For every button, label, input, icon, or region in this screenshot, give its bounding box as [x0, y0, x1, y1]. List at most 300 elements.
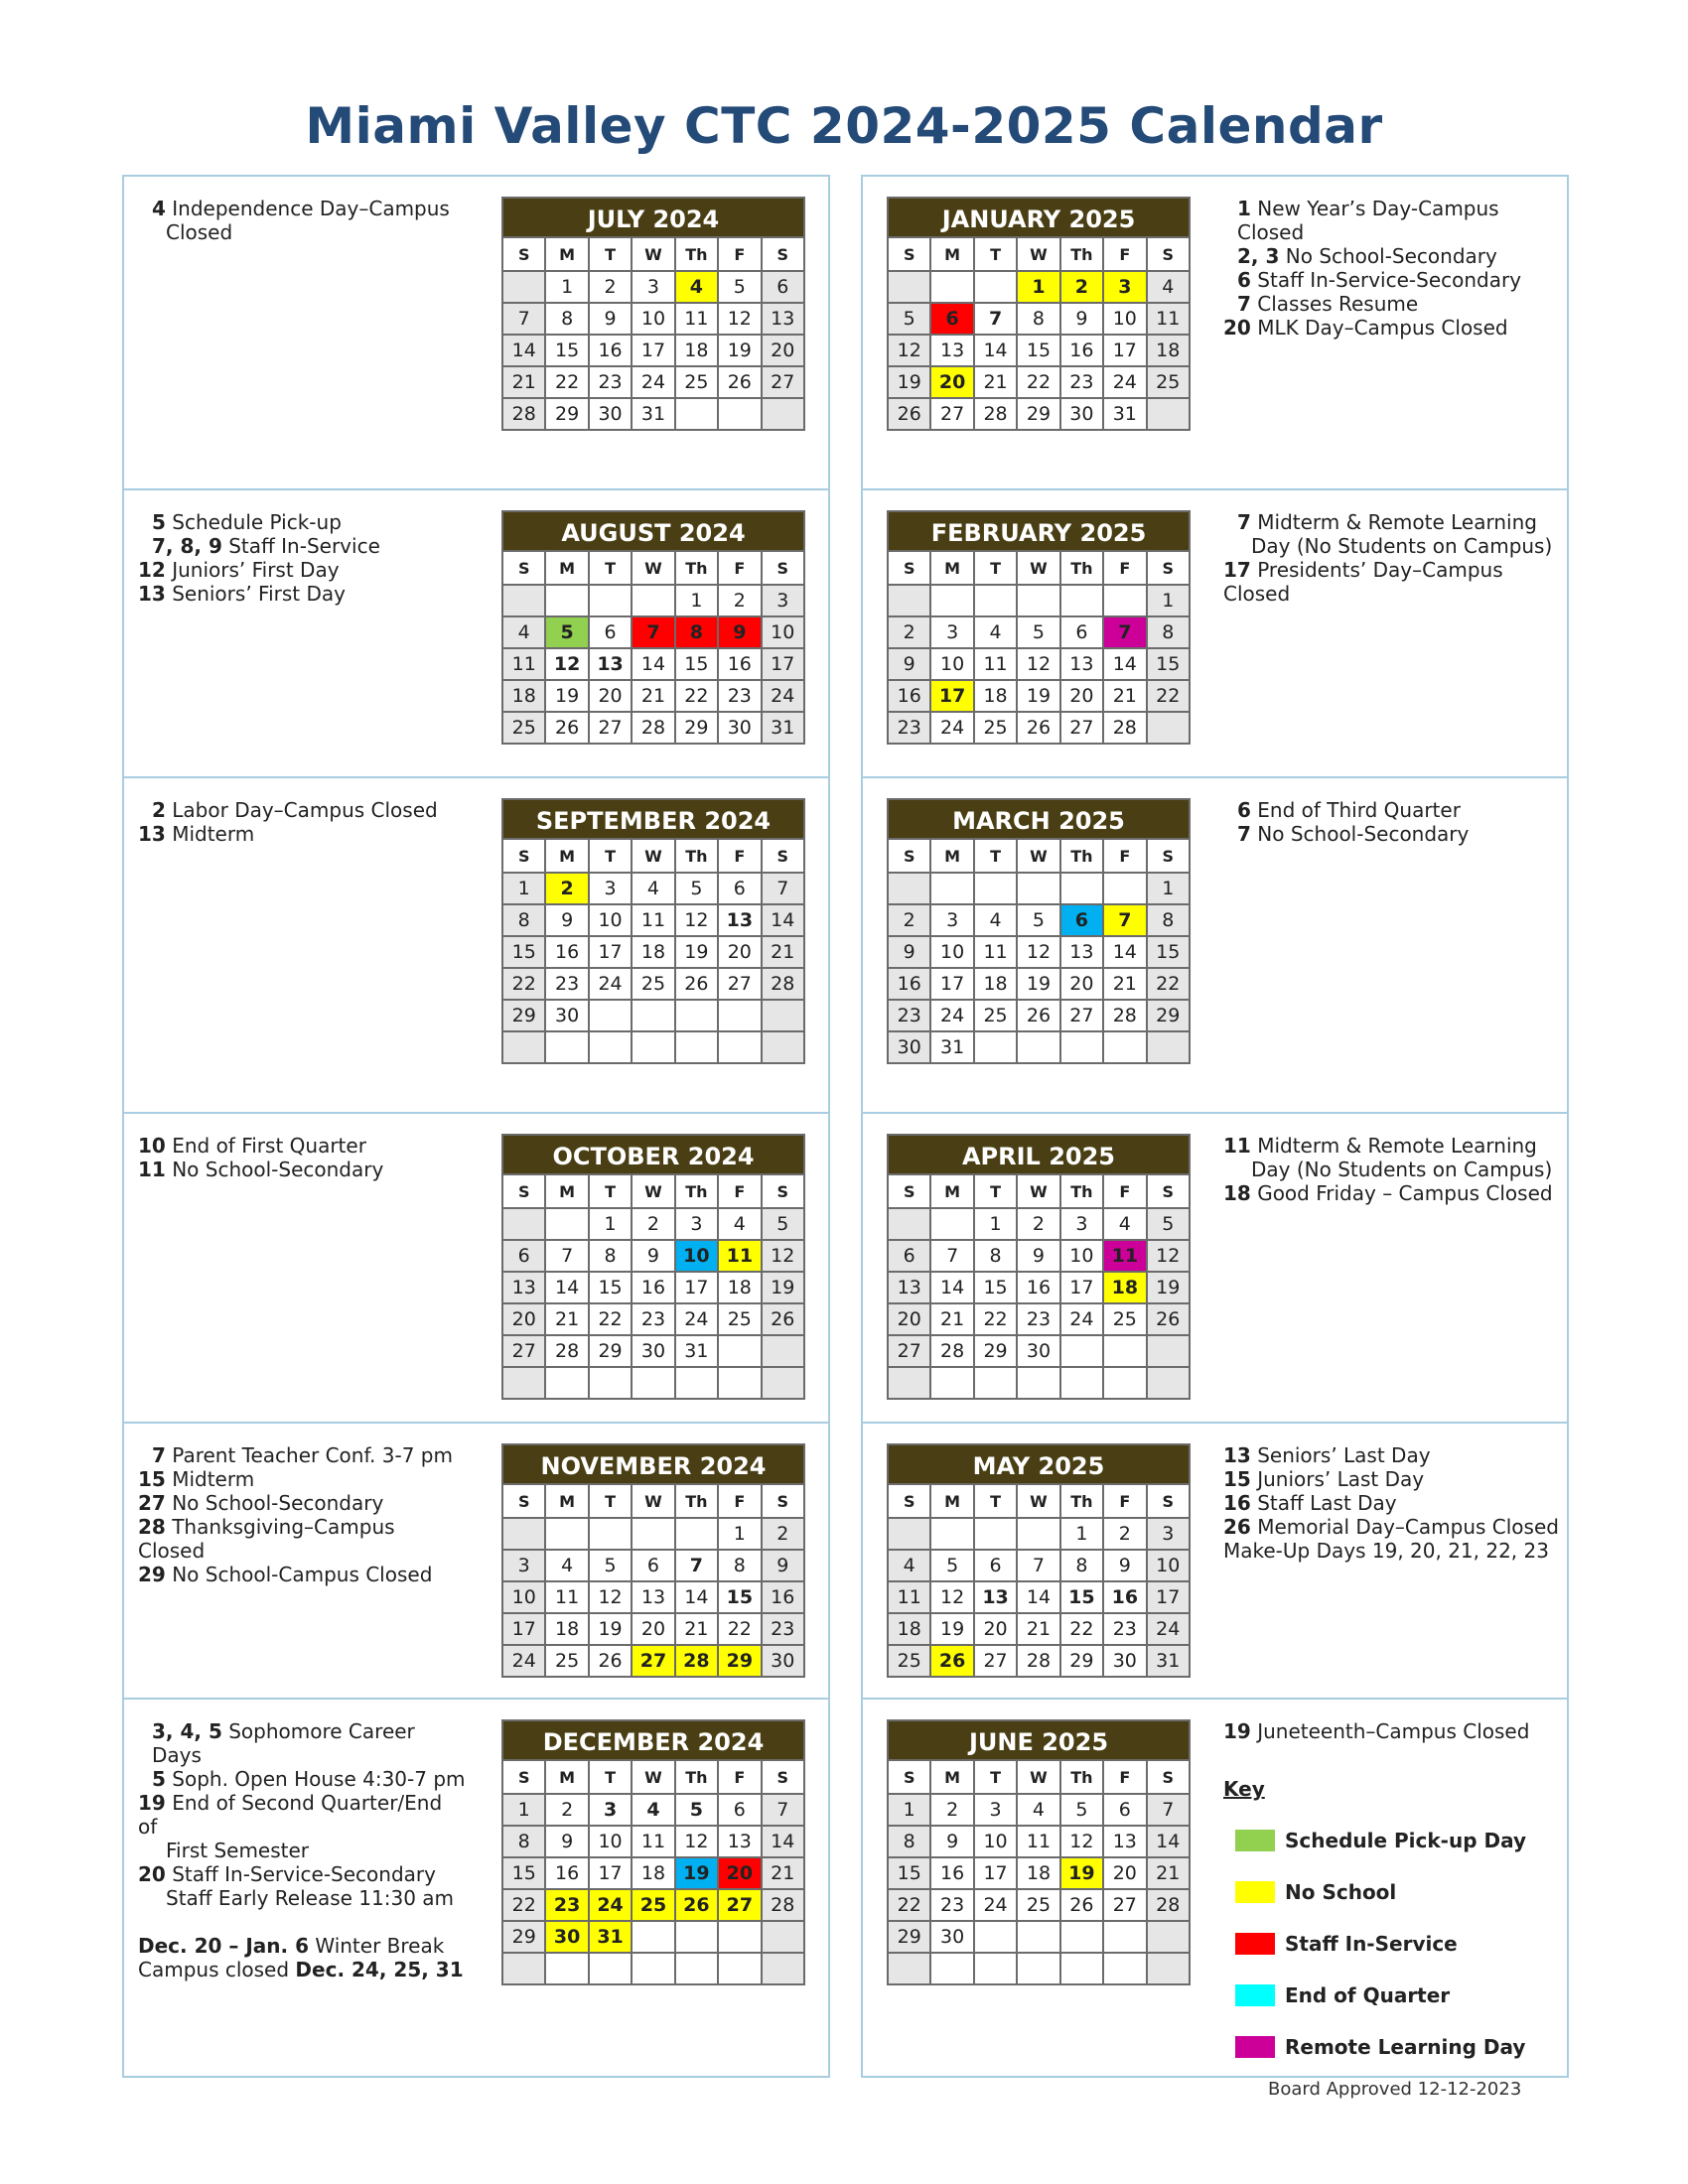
day-cell: 9 — [888, 648, 930, 680]
weekday-label: Th — [675, 551, 718, 585]
week-row — [888, 968, 1190, 1000]
day-cell — [1103, 1367, 1146, 1399]
day-cell: 16 — [1017, 1272, 1059, 1303]
event-text: Labor Day–Campus Closed — [165, 798, 438, 822]
weekday-row — [502, 1174, 804, 1208]
day-cell: 8 — [675, 616, 718, 648]
day-cell: 14 — [502, 335, 545, 366]
weekday-label: T — [589, 551, 632, 585]
event-date: 19 — [1223, 1719, 1251, 1743]
event-date: 15 — [1223, 1467, 1251, 1491]
event-item — [1223, 822, 1566, 846]
event-item — [138, 1862, 466, 1886]
day-cell — [718, 398, 761, 430]
weekday-label: M — [545, 1760, 588, 1794]
week-row — [502, 1645, 804, 1677]
day-cell — [589, 585, 632, 616]
day-cell: 6 — [718, 1794, 761, 1826]
week-row — [888, 1889, 1190, 1921]
day-cell: 12 — [675, 904, 718, 936]
day-cell — [675, 1367, 718, 1399]
day-cell: 10 — [589, 904, 632, 936]
weekday-label: T — [974, 237, 1017, 271]
weekday-label: M — [930, 551, 973, 585]
event-text: Memorial Day–Campus Closed — [1250, 1515, 1559, 1539]
event-date: 16 — [1223, 1491, 1251, 1515]
day-cell: 23 — [888, 1000, 930, 1031]
day-cell: 11 — [1017, 1826, 1059, 1857]
weekday-label: W — [632, 551, 674, 585]
event-item — [138, 1563, 466, 1586]
weekday-label: F — [718, 1484, 761, 1518]
day-cell: 23 — [1017, 1303, 1059, 1335]
day-cell — [762, 1335, 804, 1367]
weekday-row — [502, 839, 804, 873]
day-cell: 4 — [974, 616, 1017, 648]
event-item — [1223, 1443, 1566, 1467]
day-cell: 20 — [718, 1857, 761, 1889]
weekday-label: F — [1103, 237, 1146, 271]
day-cell — [718, 1335, 761, 1367]
legend-swatch — [1235, 1984, 1275, 2006]
day-cell: 17 — [502, 1613, 545, 1645]
week-row — [888, 398, 1190, 430]
day-cell: 7 — [675, 1550, 718, 1581]
day-cell: 19 — [675, 1857, 718, 1889]
day-cell: 30 — [888, 1031, 930, 1063]
legend-item — [1223, 1918, 1526, 1970]
weekday-label: Th — [1060, 1760, 1103, 1794]
day-cell: 7 — [632, 616, 674, 648]
day-cell — [1147, 1335, 1190, 1367]
event-date: 7 — [1237, 510, 1251, 534]
day-cell: 2 — [545, 1794, 588, 1826]
day-cell — [589, 1367, 632, 1399]
day-cell: 27 — [502, 1335, 545, 1367]
day-cell: 21 — [502, 366, 545, 398]
event-item — [138, 822, 466, 846]
day-cell: 10 — [632, 303, 674, 335]
day-cell: 18 — [974, 680, 1017, 712]
month-section — [124, 1700, 828, 2078]
weekday-label: S — [762, 237, 804, 271]
month-calendar — [887, 197, 1191, 431]
month-section — [863, 177, 1567, 490]
day-cell — [632, 1518, 674, 1550]
event-text: Staff In-Service-Secondary — [165, 1862, 436, 1886]
week-row — [502, 873, 804, 904]
event-text: Staff Last Day — [1250, 1491, 1397, 1515]
day-cell: 17 — [762, 648, 804, 680]
event-text: Thanksgiving–Campus Closed — [138, 1515, 395, 1563]
month-section — [863, 1700, 1567, 2078]
day-cell: 28 — [502, 398, 545, 430]
day-cell: 28 — [974, 398, 1017, 430]
day-cell: 19 — [675, 936, 718, 968]
day-cell: 15 — [888, 1857, 930, 1889]
day-cell: 12 — [1017, 936, 1059, 968]
event-date: 20 — [138, 1862, 166, 1886]
month-header: JUNE 2025 — [887, 1719, 1191, 1759]
legend-label: Staff In-Service — [1285, 1932, 1458, 1956]
event-item — [1223, 1539, 1566, 1563]
day-cell: 20 — [888, 1303, 930, 1335]
week-row — [502, 936, 804, 968]
day-cell: 7 — [762, 1794, 804, 1826]
week-row — [888, 303, 1190, 335]
day-cell: 29 — [589, 1335, 632, 1367]
event-date: 13 — [138, 822, 166, 846]
day-cell: 18 — [1017, 1857, 1059, 1889]
day-cell — [718, 1921, 761, 1953]
day-cell — [589, 1953, 632, 1984]
day-cell: 18 — [974, 968, 1017, 1000]
day-cell: 24 — [762, 680, 804, 712]
day-cell: 19 — [589, 1613, 632, 1645]
day-cell: 18 — [718, 1272, 761, 1303]
day-cell: 11 — [1147, 303, 1190, 335]
day-cell: 22 — [1017, 366, 1059, 398]
day-cell: 1 — [974, 1208, 1017, 1240]
weekday-label: F — [1103, 1174, 1146, 1208]
day-cell: 1 — [589, 1208, 632, 1240]
day-cell — [1060, 1921, 1103, 1953]
day-cell: 12 — [762, 1240, 804, 1272]
week-row — [888, 1953, 1190, 1984]
event-text: Juniors’ First Day — [165, 558, 340, 582]
calendar-grid — [887, 550, 1191, 745]
event-date: 19 — [138, 1791, 166, 1815]
day-cell: 24 — [1060, 1303, 1103, 1335]
day-cell: 23 — [545, 968, 588, 1000]
day-cell: 3 — [930, 904, 973, 936]
day-cell: 27 — [1060, 712, 1103, 744]
weekday-label: W — [1017, 551, 1059, 585]
day-cell: 13 — [974, 1581, 1017, 1613]
event-item — [138, 510, 466, 534]
day-cell: 20 — [974, 1613, 1017, 1645]
event-text: Day (No Students on Campus) — [1251, 534, 1553, 558]
event-text: Seniors’ First Day — [165, 582, 346, 606]
day-cell: 19 — [1017, 680, 1059, 712]
day-cell: 2 — [718, 585, 761, 616]
day-cell: 13 — [1060, 648, 1103, 680]
day-cell — [974, 873, 1017, 904]
weekday-label: Th — [1060, 1484, 1103, 1518]
week-row — [888, 1367, 1190, 1399]
week-row — [888, 1581, 1190, 1613]
day-cell: 22 — [1147, 968, 1190, 1000]
day-cell: 12 — [545, 648, 588, 680]
weekday-label: S — [1147, 551, 1190, 585]
weekday-label: T — [974, 1174, 1017, 1208]
day-cell: 5 — [718, 271, 761, 303]
day-cell: 11 — [974, 936, 1017, 968]
day-cell: 4 — [888, 1550, 930, 1581]
week-row — [888, 585, 1190, 616]
day-cell — [502, 1953, 545, 1984]
day-cell: 5 — [589, 1550, 632, 1581]
day-cell: 17 — [974, 1857, 1017, 1889]
week-row — [502, 398, 804, 430]
day-cell: 17 — [589, 936, 632, 968]
day-cell: 15 — [502, 936, 545, 968]
month-calendar — [501, 1719, 805, 1985]
day-cell: 19 — [888, 366, 930, 398]
events-list — [1223, 1134, 1566, 1205]
day-cell: 1 — [888, 1794, 930, 1826]
day-cell — [762, 1953, 804, 1984]
weekday-label: Th — [675, 1174, 718, 1208]
day-cell: 31 — [675, 1335, 718, 1367]
day-cell: 27 — [718, 968, 761, 1000]
event-item — [138, 1158, 466, 1181]
event-item — [138, 1958, 466, 1981]
week-row — [888, 366, 1190, 398]
day-cell: 25 — [632, 1889, 674, 1921]
week-row — [502, 1921, 804, 1953]
day-cell: 10 — [930, 936, 973, 968]
event-text: Day (No Students on Campus) — [1251, 1158, 1553, 1181]
day-cell: 5 — [1017, 904, 1059, 936]
weekday-label: S — [762, 1760, 804, 1794]
day-cell: 4 — [974, 904, 1017, 936]
day-cell — [974, 271, 1017, 303]
day-cell — [545, 1367, 588, 1399]
week-row — [888, 936, 1190, 968]
weekday-label: S — [888, 1174, 930, 1208]
day-cell: 27 — [718, 1889, 761, 1921]
day-cell — [1060, 1953, 1103, 1984]
day-cell: 5 — [762, 1208, 804, 1240]
day-cell: 30 — [762, 1645, 804, 1677]
event-item — [1223, 1181, 1566, 1205]
event-text: Schedule Pick-up — [165, 510, 342, 534]
event-item — [1223, 197, 1566, 244]
event-item — [1223, 558, 1566, 606]
day-cell: 14 — [675, 1581, 718, 1613]
day-cell — [762, 1921, 804, 1953]
day-cell — [930, 1518, 973, 1550]
event-text: New Year’s Day-Campus Closed — [1237, 197, 1499, 244]
day-cell: 25 — [545, 1645, 588, 1677]
day-cell: 14 — [632, 648, 674, 680]
day-cell: 11 — [1103, 1240, 1146, 1272]
month-header: MARCH 2025 — [887, 798, 1191, 838]
day-cell: 2 — [888, 904, 930, 936]
day-cell: 14 — [545, 1272, 588, 1303]
day-cell: 6 — [632, 1550, 674, 1581]
week-row — [888, 712, 1190, 744]
weekday-row — [502, 551, 804, 585]
week-row — [502, 904, 804, 936]
day-cell: 4 — [545, 1550, 588, 1581]
day-cell: 16 — [632, 1272, 674, 1303]
day-cell: 27 — [762, 366, 804, 398]
event-item — [138, 1839, 466, 1862]
day-cell: 6 — [1060, 904, 1103, 936]
day-cell: 9 — [1103, 1550, 1146, 1581]
event-date: 28 — [138, 1515, 166, 1539]
day-cell: 24 — [589, 968, 632, 1000]
day-cell: 12 — [718, 303, 761, 335]
weekday-label: M — [930, 1484, 973, 1518]
day-cell: 14 — [1103, 648, 1146, 680]
day-cell: 17 — [1147, 1581, 1190, 1613]
day-cell: 5 — [1147, 1208, 1190, 1240]
day-cell — [675, 1921, 718, 1953]
day-cell: 14 — [1103, 936, 1146, 968]
day-cell — [1147, 1921, 1190, 1953]
day-cell: 8 — [1147, 904, 1190, 936]
event-item — [138, 1934, 466, 1958]
week-row — [502, 1613, 804, 1645]
event-text: Midterm & Remote Learning — [1250, 1134, 1537, 1158]
day-cell: 13 — [718, 1826, 761, 1857]
day-cell: 1 — [1147, 585, 1190, 616]
day-cell: 30 — [589, 398, 632, 430]
day-cell — [589, 1031, 632, 1063]
day-cell — [762, 398, 804, 430]
month-calendar — [501, 1134, 805, 1400]
events-list — [1223, 197, 1566, 340]
week-row — [888, 1303, 1190, 1335]
day-cell: 7 — [545, 1240, 588, 1272]
event-text: End of First Quarter — [165, 1134, 366, 1158]
event-text: Independence Day–Campus — [165, 197, 450, 220]
day-cell — [888, 271, 930, 303]
day-cell: 11 — [545, 1581, 588, 1613]
day-cell: 9 — [545, 904, 588, 936]
day-cell: 25 — [632, 968, 674, 1000]
month-header: AUGUST 2024 — [501, 510, 805, 550]
day-cell — [632, 1953, 674, 1984]
event-text: Parent Teacher Conf. 3-7 pm — [165, 1443, 453, 1467]
day-cell: 22 — [675, 680, 718, 712]
day-cell: 20 — [632, 1613, 674, 1645]
event-date: 5 — [152, 510, 166, 534]
left-column — [122, 175, 830, 2078]
event-text: Make-Up Days 19, 20, 21, 22, 23 — [1223, 1539, 1549, 1563]
day-cell — [1017, 1921, 1059, 1953]
day-cell: 28 — [1103, 712, 1146, 744]
day-cell: 10 — [1147, 1550, 1190, 1581]
day-cell: 21 — [1017, 1613, 1059, 1645]
day-cell: 31 — [930, 1031, 973, 1063]
day-cell: 10 — [675, 1240, 718, 1272]
event-text: Midterm — [165, 822, 255, 846]
events-list — [138, 1719, 466, 1981]
week-row — [502, 1000, 804, 1031]
day-cell: 3 — [632, 271, 674, 303]
day-cell: 27 — [930, 398, 973, 430]
event-item — [138, 1467, 466, 1491]
day-cell: 26 — [1060, 1889, 1103, 1921]
event-item — [138, 1719, 466, 1767]
day-cell: 15 — [1147, 936, 1190, 968]
day-cell: 29 — [675, 712, 718, 744]
event-text: Good Friday – Campus Closed — [1250, 1181, 1553, 1205]
day-cell: 25 — [974, 712, 1017, 744]
event-date: 7 — [152, 1443, 166, 1467]
day-cell: 29 — [1147, 1000, 1190, 1031]
event-text: No School-Campus Closed — [165, 1563, 433, 1586]
month-header: DECEMBER 2024 — [501, 1719, 805, 1759]
day-cell: 8 — [718, 1550, 761, 1581]
day-cell: 23 — [589, 366, 632, 398]
event-date: 7, 8, 9 — [152, 534, 222, 558]
day-cell: 17 — [632, 335, 674, 366]
weekday-row — [888, 1174, 1190, 1208]
day-cell: 1 — [1017, 271, 1059, 303]
weekday-label: M — [930, 1760, 973, 1794]
legend-swatch — [1235, 1881, 1275, 1903]
day-cell: 10 — [589, 1826, 632, 1857]
week-row — [502, 1303, 804, 1335]
week-row — [888, 1518, 1190, 1550]
day-cell: 11 — [632, 904, 674, 936]
day-cell: 24 — [675, 1303, 718, 1335]
legend-label: No School — [1285, 1880, 1397, 1904]
day-cell: 14 — [1147, 1826, 1190, 1857]
day-cell — [589, 1000, 632, 1031]
weekday-label: T — [589, 237, 632, 271]
day-cell: 2 — [888, 616, 930, 648]
event-item — [138, 1515, 466, 1563]
event-date: 20 — [1223, 316, 1251, 340]
month-header: JANUARY 2025 — [887, 197, 1191, 236]
weekday-label: S — [762, 839, 804, 873]
day-cell: 25 — [1103, 1303, 1146, 1335]
day-cell — [675, 1000, 718, 1031]
day-cell — [1060, 1335, 1103, 1367]
event-date: 18 — [1223, 1181, 1251, 1205]
day-cell: 28 — [1103, 1000, 1146, 1031]
week-row — [502, 1208, 804, 1240]
day-cell: 21 — [632, 680, 674, 712]
day-cell: 22 — [1060, 1613, 1103, 1645]
calendar-grid — [887, 1483, 1191, 1678]
week-row — [502, 680, 804, 712]
event-date: 10 — [138, 1134, 166, 1158]
day-cell — [632, 1921, 674, 1953]
calendar-grid — [501, 838, 805, 1064]
event-text: Staff Early Release 11:30 am — [166, 1886, 455, 1910]
day-cell: 25 — [974, 1000, 1017, 1031]
week-row — [888, 1208, 1190, 1240]
weekday-row — [502, 1484, 804, 1518]
day-cell — [1147, 398, 1190, 430]
weekday-label: W — [632, 1484, 674, 1518]
day-cell: 26 — [1147, 1303, 1190, 1335]
day-cell: 14 — [974, 335, 1017, 366]
day-cell: 21 — [974, 366, 1017, 398]
board-approval-note: Board Approved 12-12-2023 — [1268, 2079, 1522, 2100]
month-section — [863, 490, 1567, 778]
weekday-label: S — [762, 1174, 804, 1208]
month-section — [863, 778, 1567, 1114]
day-cell: 25 — [1147, 366, 1190, 398]
day-cell — [930, 585, 973, 616]
day-cell: 26 — [718, 366, 761, 398]
weekday-label: F — [1103, 839, 1146, 873]
day-cell: 22 — [888, 1889, 930, 1921]
day-cell: 15 — [1017, 335, 1059, 366]
day-cell: 7 — [502, 303, 545, 335]
events-list — [138, 1134, 466, 1181]
month-calendar — [887, 798, 1191, 1064]
weekday-label: S — [762, 551, 804, 585]
